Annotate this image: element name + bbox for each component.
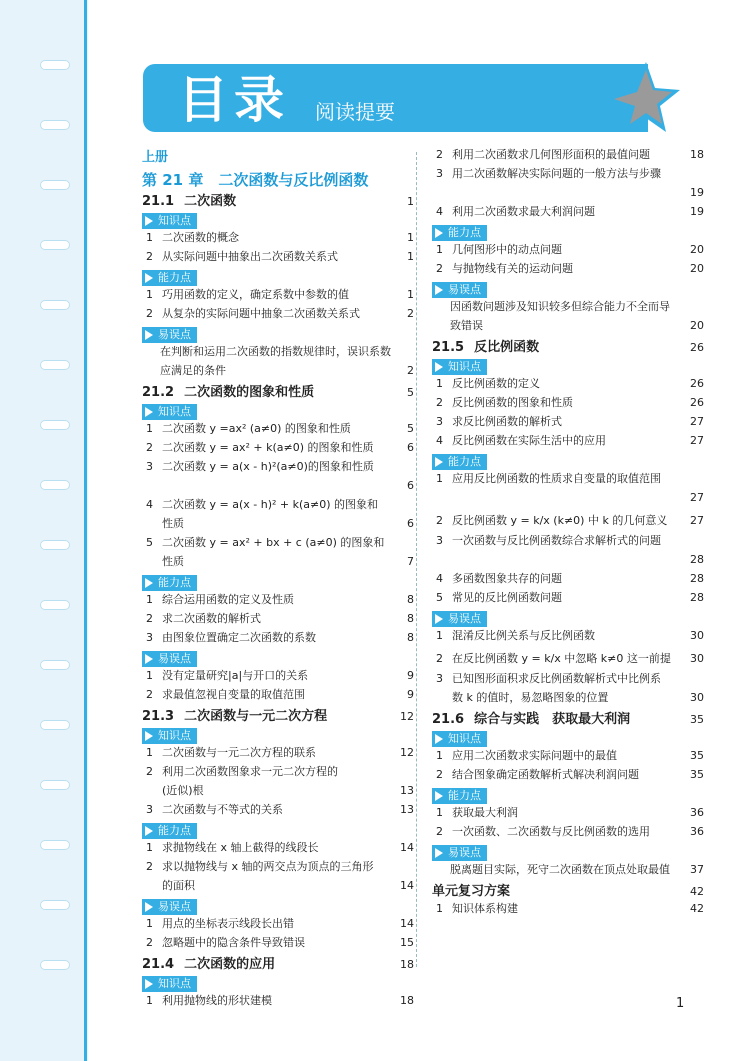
entry-number: 2 [436, 514, 443, 527]
entry-text: 利用抛物线的形状建模 [162, 994, 272, 1007]
entry-text: 在反比例函数 y = k/x 中忽略 k≠0 这一前提 [452, 652, 671, 665]
page-ref: 26 [690, 396, 704, 409]
entry-number: 2 [436, 768, 443, 781]
entry-number: 2 [146, 612, 153, 625]
category-badge: 知识点 [142, 213, 197, 229]
entry-number: 3 [146, 460, 153, 473]
toc-entry[interactable] [142, 917, 414, 936]
entry-text: 用二次函数解决实际问题的一般方法与步骤 [452, 167, 661, 180]
toc-entry-continued[interactable] [142, 784, 414, 803]
entry-number: 2 [146, 936, 153, 949]
entry-text: 二次函数 y = ax² + k(a≠0) 的图象和性质 [162, 441, 374, 454]
page-ref: 36 [690, 825, 704, 838]
toc-entry[interactable] [142, 765, 414, 784]
section-number: 21.1 [142, 194, 175, 209]
page-ref: 20 [690, 243, 704, 256]
page-ref: 13 [400, 784, 414, 797]
toc-entry[interactable] [142, 498, 414, 517]
toc-entry-continued[interactable] [432, 319, 704, 338]
entry-number: 2 [436, 825, 443, 838]
toc-entry[interactable] [432, 205, 704, 224]
entry-number: 2 [146, 307, 153, 320]
section-title: 二次函数 [184, 194, 237, 209]
entry-text: 数 k 的值时，易忽略图象的位置 [452, 691, 609, 704]
section-heading[interactable] [142, 707, 414, 727]
toc-entry[interactable] [432, 262, 704, 281]
binder-ring [40, 600, 70, 610]
binder-ring [40, 900, 70, 910]
toc-entry[interactable] [432, 377, 704, 396]
toc-entry[interactable] [432, 863, 704, 882]
entry-text: 混淆反比例关系与反比例函数 [452, 629, 595, 642]
entry-text: 二次函数与不等式的关系 [162, 803, 283, 816]
page-ref: 14 [400, 841, 414, 854]
page-ref: 12 [400, 710, 414, 723]
entry-number: 5 [146, 536, 153, 549]
section-title: 二次函数的应用 [184, 957, 276, 972]
entry-number: 1 [146, 917, 153, 930]
entry-number: 1 [436, 377, 443, 390]
entry-number: 2 [436, 262, 443, 275]
toc-entry-continued[interactable] [432, 186, 704, 205]
page-ref: 1 [407, 231, 414, 244]
category-badge: 能力点 [142, 575, 197, 591]
category-badge: 易误点 [432, 282, 487, 298]
section-title: 二次函数的图象和性质 [184, 385, 315, 400]
volume-heading: 上册 [142, 150, 169, 165]
page-ref: 19 [690, 186, 704, 199]
entry-number: 2 [146, 441, 153, 454]
section-number: 21.6 [432, 712, 465, 727]
entry-text: 求以抛物线与 x 轴的两交点为顶点的三角形 [162, 860, 374, 873]
page-ref: 14 [400, 879, 414, 892]
entry-text: 知识体系构建 [452, 902, 518, 915]
page-ref: 30 [690, 691, 704, 704]
entry-text: 应用二次函数求实际问题中的最值 [452, 749, 617, 762]
toc-entry[interactable] [142, 994, 414, 1013]
page-ref: 18 [690, 148, 704, 161]
toc-entry[interactable] [142, 669, 414, 688]
entry-number: 4 [436, 572, 443, 585]
page-ref: 6 [407, 479, 414, 492]
page-ref: 35 [690, 749, 704, 762]
toc-entry[interactable] [142, 345, 414, 364]
toc-entry-continued[interactable] [142, 479, 414, 498]
entry-text: 获取最大利润 [452, 806, 518, 819]
binder-ring [40, 420, 70, 430]
entry-text: 利用二次函数求最大利润问题 [452, 205, 595, 218]
entry-number: 1 [146, 841, 153, 854]
entry-number: 2 [146, 250, 153, 263]
toc-entry[interactable] [142, 631, 414, 650]
entry-text: 性质 [162, 517, 184, 530]
entry-text: 因函数问题涉及知识较多但综合能力不全而导 [450, 300, 670, 313]
binder-ring [40, 780, 70, 790]
toc-entry[interactable] [432, 591, 704, 610]
category-badge: 知识点 [142, 404, 197, 420]
page-ref: 42 [690, 885, 704, 898]
page-ref: 6 [407, 517, 414, 530]
entry-number: 1 [436, 629, 443, 642]
entry-number: 1 [436, 749, 443, 762]
page-ref: 13 [400, 803, 414, 816]
section-number: 21.2 [142, 385, 175, 400]
entry-text: 利用二次函数图象求一元二次方程的 [162, 765, 338, 778]
entry-number: 3 [146, 803, 153, 816]
binder-ring [40, 480, 70, 490]
page-ref: 35 [690, 768, 704, 781]
entry-text: 反比例函数在实际生活中的应用 [452, 434, 606, 447]
entry-number: 4 [436, 205, 443, 218]
toc-entry[interactable] [432, 510, 704, 534]
page-ref: 36 [690, 806, 704, 819]
entry-text: 由图象位置确定二次函数的系数 [162, 631, 316, 644]
toc-entry[interactable] [142, 593, 414, 612]
toc-entry[interactable] [432, 396, 704, 415]
entry-text: 与抛物线有关的运动问题 [452, 262, 573, 275]
binder-ring [40, 240, 70, 250]
toc-entry[interactable] [432, 825, 704, 844]
toc-entry-continued[interactable] [432, 553, 704, 572]
toc-entry-continued[interactable] [432, 691, 704, 710]
category-badge: 易误点 [142, 327, 197, 343]
entry-text: 反比例函数的图象和性质 [452, 396, 573, 409]
entry-text: 二次函数的概念 [162, 231, 239, 244]
page-ref: 30 [690, 652, 704, 665]
category-badge: 能力点 [142, 270, 197, 286]
entry-text: 二次函数与一元二次方程的联系 [162, 746, 316, 759]
section-number: 21.5 [432, 340, 465, 355]
toc-entry[interactable] [432, 415, 704, 434]
entry-number: 4 [436, 434, 443, 447]
section-number: 21.3 [142, 709, 175, 724]
toc-entry[interactable] [432, 148, 704, 167]
page-ref: 15 [400, 936, 414, 949]
entry-number: 5 [436, 591, 443, 604]
section-heading[interactable] [432, 338, 704, 358]
category-badge: 能力点 [432, 788, 487, 804]
entry-number: 1 [146, 288, 153, 301]
section-heading[interactable] [142, 383, 414, 403]
binder-ring [40, 60, 70, 70]
page-ref: 20 [690, 319, 704, 332]
entry-text: 综合运用函数的定义及性质 [162, 593, 294, 606]
toc-right-column [432, 148, 704, 921]
binder-ring [40, 660, 70, 670]
toc-entry[interactable] [432, 672, 704, 691]
entry-number: 3 [436, 415, 443, 428]
entry-text: 求抛物线在 x 轴上截得的线段长 [162, 841, 319, 854]
page-ref: 26 [690, 377, 704, 390]
toc-entry[interactable] [142, 746, 414, 765]
entry-number: 1 [146, 231, 153, 244]
page-ref: 8 [407, 631, 414, 644]
section-title: 单元复习方案 [432, 884, 511, 899]
page-ref: 28 [690, 572, 704, 585]
entry-text: 脱离题目实际，死守二次函数在顶点处取最值 [450, 863, 670, 876]
category-badge: 知识点 [432, 359, 487, 375]
entry-text: 已知图形面积求反比例函数解析式中比例系 [452, 672, 661, 685]
entry-number: 2 [146, 860, 153, 873]
toc-entry[interactable] [142, 536, 414, 555]
category-badge: 易误点 [142, 899, 197, 915]
page-subtitle: 阅读提要 [315, 100, 395, 124]
category-badge: 能力点 [142, 823, 197, 839]
category-badge: 易误点 [432, 611, 487, 627]
section-heading[interactable] [142, 955, 414, 975]
section-title: 反比例函数 [474, 340, 540, 355]
entry-number: 2 [436, 148, 443, 161]
page-ref: 35 [690, 713, 704, 726]
toc-entry[interactable] [142, 307, 414, 326]
entry-text: 应用反比例函数的性质求自变量的取值范围 [452, 472, 661, 485]
entry-number: 1 [146, 746, 153, 759]
page-ref: 20 [690, 262, 704, 275]
toc-left-column [142, 148, 414, 1013]
entry-number: 2 [436, 396, 443, 409]
page-title: 目录 [178, 71, 290, 129]
toc-entry[interactable] [142, 231, 414, 250]
entry-text: 用点的坐标表示线段长出错 [162, 917, 294, 930]
entry-text: 多函数图象共存的问题 [452, 572, 562, 585]
page-ref: 19 [690, 205, 704, 218]
entry-text: 没有定量研究|a|与开口的关系 [162, 669, 309, 682]
entry-text: 在判断和运用二次函数的指数规律时，误识系数 [160, 345, 391, 358]
toc-entry[interactable] [432, 902, 704, 921]
entry-text: 二次函数 y = a(x - h)²(a≠0)的图象和性质 [162, 460, 374, 473]
entry-number: 1 [436, 902, 443, 915]
toc-entry[interactable] [142, 688, 414, 707]
toc-entry[interactable] [142, 936, 414, 955]
toc-entry[interactable] [432, 648, 704, 672]
page-ref: 27 [690, 434, 704, 447]
entry-number: 2 [146, 688, 153, 701]
page-ref: 9 [407, 669, 414, 682]
category-badge: 知识点 [142, 728, 197, 744]
entry-text: 结合图象确定函数解析式解决利润问题 [452, 768, 639, 781]
binder-ring [40, 960, 70, 970]
entry-number: 1 [436, 806, 443, 819]
binder-ring [40, 180, 70, 190]
toc-entry[interactable] [142, 250, 414, 269]
entry-text: 致错误 [450, 319, 483, 332]
toc-entry[interactable] [142, 841, 414, 860]
binder-ring [40, 720, 70, 730]
page-ref: 1 [407, 288, 414, 301]
page-ref: 27 [690, 491, 704, 504]
toc-entry[interactable] [432, 534, 704, 553]
toc-entry[interactable] [142, 860, 414, 879]
binder-ring [40, 840, 70, 850]
page-ref: 7 [407, 555, 414, 568]
page-ref: 42 [690, 902, 704, 915]
toc-entry[interactable] [142, 288, 414, 307]
entry-text: 从实际问题中抽象出二次函数关系式 [162, 250, 338, 263]
toc-entry[interactable] [432, 572, 704, 591]
page-ref: 9 [407, 688, 414, 701]
entry-text: 求二次函数的解析式 [162, 612, 261, 625]
section-title: 二次函数与一元二次方程 [184, 709, 328, 724]
category-badge: 能力点 [432, 454, 487, 470]
section-title: 综合与实践 获取最大利润 [474, 712, 631, 727]
toc-entry[interactable] [432, 768, 704, 787]
entry-text: 反比例函数的定义 [452, 377, 540, 390]
page-ref: 1 [407, 195, 414, 208]
entry-text: 性质 [162, 555, 184, 568]
column-divider [416, 152, 417, 967]
entry-text: 忽略题中的隐含条件导致错误 [162, 936, 305, 949]
section-heading[interactable] [142, 192, 414, 212]
toc-entry[interactable] [432, 167, 704, 186]
entry-text: 求反比例函数的解析式 [452, 415, 562, 428]
binder-ring [40, 360, 70, 370]
page-ref: 27 [690, 514, 704, 527]
page-ref: 8 [407, 593, 414, 606]
chapter-heading[interactable]: 第 21 章 二次函数与反比例函数 [142, 171, 369, 189]
toc-entry-continued[interactable] [142, 517, 414, 536]
entry-number: 3 [436, 672, 443, 685]
page-ref: 6 [407, 441, 414, 454]
entry-number: 1 [146, 994, 153, 1007]
entry-number: 2 [146, 765, 153, 778]
category-badge: 易误点 [432, 845, 487, 861]
toc-entry[interactable] [432, 806, 704, 825]
entry-text: 应满足的条件 [160, 364, 226, 377]
page-ref: 28 [690, 553, 704, 566]
page-ref: 2 [407, 364, 414, 377]
entry-text: 常见的反比例函数问题 [452, 591, 562, 604]
entry-number: 1 [436, 243, 443, 256]
toc-entry[interactable] [142, 803, 414, 822]
toc-entry-continued[interactable] [142, 364, 414, 383]
page-ref: 37 [690, 863, 704, 876]
toc-entry[interactable] [432, 434, 704, 453]
entry-number: 1 [146, 669, 153, 682]
entry-number: 1 [436, 472, 443, 485]
entry-number: 3 [436, 167, 443, 180]
page-ref: 26 [690, 341, 704, 354]
section-number: 21.4 [142, 957, 175, 972]
sidebar-divider [84, 0, 87, 1061]
toc-entry[interactable] [432, 629, 704, 648]
page-ref: 12 [400, 746, 414, 759]
entry-text: 二次函数 y = a(x - h)² + k(a≠0) 的图象和 [162, 498, 379, 511]
entry-text: (近似)根 [162, 784, 204, 797]
toc-entry[interactable] [432, 472, 704, 491]
page-ref: 5 [407, 386, 414, 399]
entry-text: 二次函数 y = ax² + bx + c (a≠0) 的图象和 [162, 536, 385, 549]
binder-ring [40, 120, 70, 130]
category-badge: 能力点 [432, 225, 487, 241]
page-ref: 8 [407, 612, 414, 625]
toc-entry[interactable] [432, 749, 704, 768]
entry-text: 的面积 [162, 879, 195, 892]
page-ref: 2 [407, 307, 414, 320]
entry-text: 求最值忽视自变量的取值范围 [162, 688, 305, 701]
category-badge: 知识点 [432, 731, 487, 747]
page-ref: 18 [400, 994, 414, 1007]
toc-entry[interactable] [142, 612, 414, 631]
category-badge: 易误点 [142, 651, 197, 667]
entry-number: 4 [146, 498, 153, 511]
page-ref: 18 [400, 958, 414, 971]
toc-entry-continued[interactable] [432, 491, 704, 510]
entry-text: 利用二次函数求几何图形面积的最值问题 [452, 148, 650, 161]
binder-ring [40, 540, 70, 550]
toc-entry[interactable] [432, 300, 704, 319]
category-badge: 知识点 [142, 976, 197, 992]
toc-entry[interactable] [432, 243, 704, 262]
page-ref: 14 [400, 917, 414, 930]
page-ref: 5 [407, 422, 414, 435]
toc-entry[interactable] [142, 460, 414, 479]
entry-text: 反比例函数 y = k/x (k≠0) 中 k 的几何意义 [452, 514, 668, 527]
toc-entry[interactable] [142, 422, 414, 441]
entry-text: 巧用函数的定义，确定系数中参数的值 [162, 288, 349, 301]
page-ref: 27 [690, 415, 704, 428]
section-heading[interactable] [432, 710, 704, 730]
page-ref: 28 [690, 591, 704, 604]
entry-number: 1 [146, 422, 153, 435]
entry-text: 一次函数、二次函数与反比例函数的选用 [452, 825, 650, 838]
toc-entry-continued[interactable] [142, 555, 414, 574]
entry-number: 3 [146, 631, 153, 644]
section-heading[interactable] [432, 882, 704, 902]
entry-text: 二次函数 y =ax² (a≠0) 的图象和性质 [162, 422, 351, 435]
page-ref: 30 [690, 629, 704, 642]
page-number: 1 [676, 996, 685, 1011]
entry-text: 一次函数与反比例函数综合求解析式的问题 [452, 534, 661, 547]
entry-text: 几何图形中的动点问题 [452, 243, 562, 256]
entry-number: 3 [436, 534, 443, 547]
toc-entry[interactable] [142, 441, 414, 460]
entry-number: 2 [436, 652, 443, 665]
star-icon [600, 58, 680, 138]
binder-ring [40, 300, 70, 310]
entry-text: 从复杂的实际问题中抽象二次函数关系式 [162, 307, 360, 320]
page-ref: 1 [407, 250, 414, 263]
toc-entry-continued[interactable] [142, 879, 414, 898]
entry-number: 1 [146, 593, 153, 606]
